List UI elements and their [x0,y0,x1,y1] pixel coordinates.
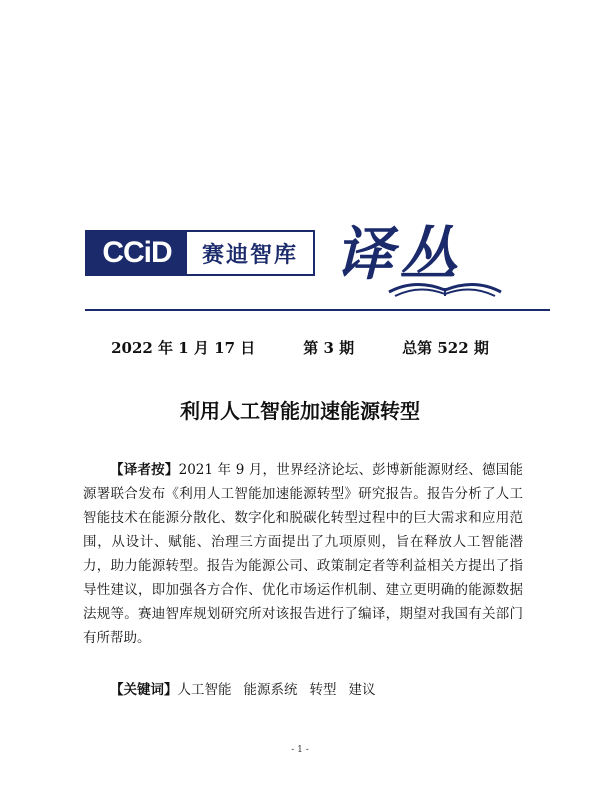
translator-note [83,458,523,650]
logo-ccid-text: CCiD [87,232,187,274]
translator-note-label: 【译者按】 [110,462,179,478]
open-book-icon [385,274,505,298]
issue-total: 总第 522 期 [402,339,489,357]
translator-note-text: 2021 年 9 月，世界经济论坛、彭博新能源财经、德国能源署联合发布《利用人工智能加速能源转型》研究报告。报告分析了人工智能技术在能源分散化、数字化和脱碳化转型过程中的巨大需求和应用范围，从设计、赋能、治理三方面提出了九项原则，旨在释放人工智能潜力，助力能源转型。报告为能源公司、政策制定者等利益相关方提出了指导性建议，即加强各方合作、优化市场运作机制、建立更明确的能源数据法规等。赛迪智库规划研究所对该报告进行了编译，期望对我国有关部门有所帮助。 [83,462,523,646]
issue-date: 2022 年 1 月 17 日 [111,339,256,357]
keyword: 人工智能 [177,682,232,698]
issue-info [0,337,600,358]
page-number: - 1 - [291,745,309,755]
document-title: 利用人工智能加速能源转型 [180,399,420,423]
ccid-logo [85,230,315,276]
keyword: 能源系统 [243,682,298,698]
keywords [110,678,388,698]
issue-number: 第 3 期 [303,339,355,357]
keyword: 转型 [309,682,337,698]
masthead [85,222,555,302]
logo-chinese-text: 赛迪智库 [201,242,298,268]
keywords-label: 【关键词】 [110,682,178,698]
keyword: 建议 [348,682,376,698]
header-divider [85,309,550,311]
brand-title: 译丛 [335,220,464,288]
